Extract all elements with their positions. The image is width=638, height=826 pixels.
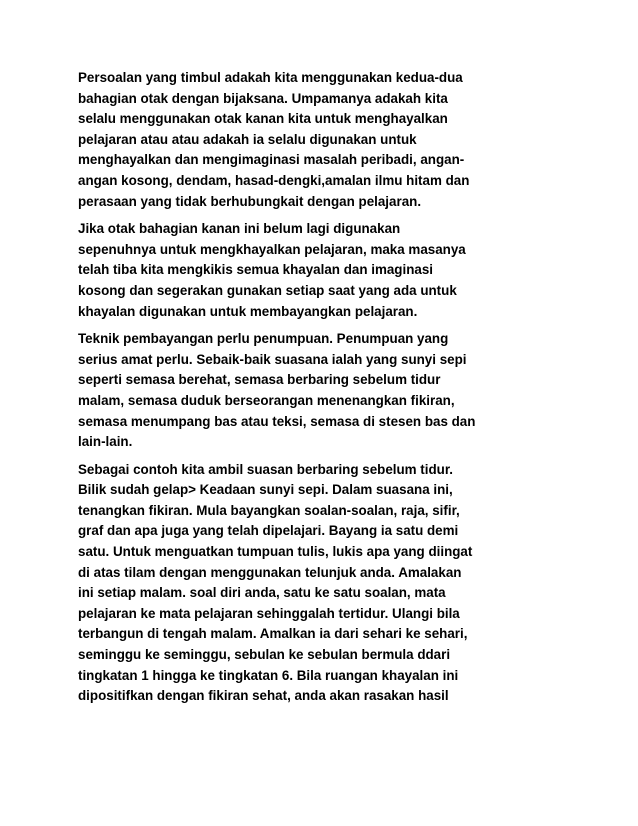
- text-line: dipositifkan dengan fikiran sehat, anda akan rasakan hasil: [78, 688, 449, 704]
- paragraph-1: [78, 68, 578, 212]
- document-page: [78, 68, 578, 714]
- text-line: kosong dan segerakan gunakan setiap saat yang ada untuk: [78, 282, 457, 298]
- text-line: semasa menumpang bas atau teksi, semasa di stesen bas dan: [78, 413, 476, 429]
- text-line: Persoalan yang timbul adakah kita menggunakan kedua-dua: [78, 70, 463, 85]
- text-line: angan kosong, dendam, hasad-dengki,amalan ilmu hitam dan: [78, 172, 470, 188]
- text-line: pelajaran atau atau adakah ia selalu digunakan untuk: [78, 131, 417, 147]
- text-line: lain-lain.: [78, 434, 133, 450]
- text-line: Sebagai contoh kita ambil suasan berbaring sebelum tidur.: [78, 461, 454, 477]
- text-line: terbangun di tengah malam. Amalkan ia dari sehari ke sehari,: [78, 626, 468, 642]
- text-line: sepenuhnya untuk mengkhayalkan pelajaran, maka masanya: [78, 241, 466, 257]
- text-line: serius amat perlu. Sebaik-baik suasana ialah yang sunyi sepi: [78, 351, 467, 367]
- paragraph-4: [78, 460, 578, 707]
- text-line: di atas tilam dengan menggunakan telunjuk anda. Amalakan: [78, 564, 462, 580]
- text-line: seperti semasa berehat, semasa berbaring sebelum tidur: [78, 372, 441, 388]
- text-line: tenangkan fikiran. Mula bayangkan soalan-soalan, raja, sifir,: [78, 502, 460, 518]
- text-line: satu. Untuk menguatkan tumpuan tulis, lukis apa yang diingat: [78, 544, 473, 560]
- paragraph-2: [78, 219, 578, 322]
- text-line: malam, semasa duduk berseorangan menenangkan fikiran,: [78, 392, 455, 408]
- text-line: tingkatan 1 hingga ke tingkatan 6. Bila ruangan khayalan ini: [78, 667, 459, 683]
- text-line: ini setiap malam. soal diri anda, satu ke satu soalan, mata: [78, 585, 446, 601]
- text-line: pelajaran ke mata pelajaran sehinggalah tertidur. Ulangi bila: [78, 605, 460, 621]
- text-line: Jika otak bahagian kanan ini belum lagi digunakan: [78, 221, 401, 237]
- text-line: perasaan yang tidak berhubungkait dengan pelajaran.: [78, 193, 422, 209]
- paragraph-3: [78, 329, 578, 453]
- text-line: khayalan digunakan untuk membayangkan pelajaran.: [78, 303, 418, 319]
- text-line: menghayalkan dan mengimaginasi masalah peribadi, angan-: [78, 152, 465, 168]
- text-line: Teknik pembayangan perlu penumpuan. Penumpuan yang: [78, 331, 449, 347]
- text-line: selalu menggunakan otak kanan kita untuk menghayalkan: [78, 111, 448, 127]
- text-line: telah tiba kita mengkikis semua khayalan dan imaginasi: [78, 262, 433, 278]
- text-line: seminggu ke seminggu, sebulan ke sebulan bermula ddari: [78, 647, 451, 663]
- text-line: graf dan apa juga yang telah dipelajari. Bayang ia satu demi: [78, 523, 459, 539]
- text-line: Bilik sudah gelap> Keadaan sunyi sepi. Dalam suasana ini,: [78, 482, 453, 498]
- text-line: bahagian otak dengan bijaksana. Umpamanya adakah kita: [78, 90, 448, 106]
